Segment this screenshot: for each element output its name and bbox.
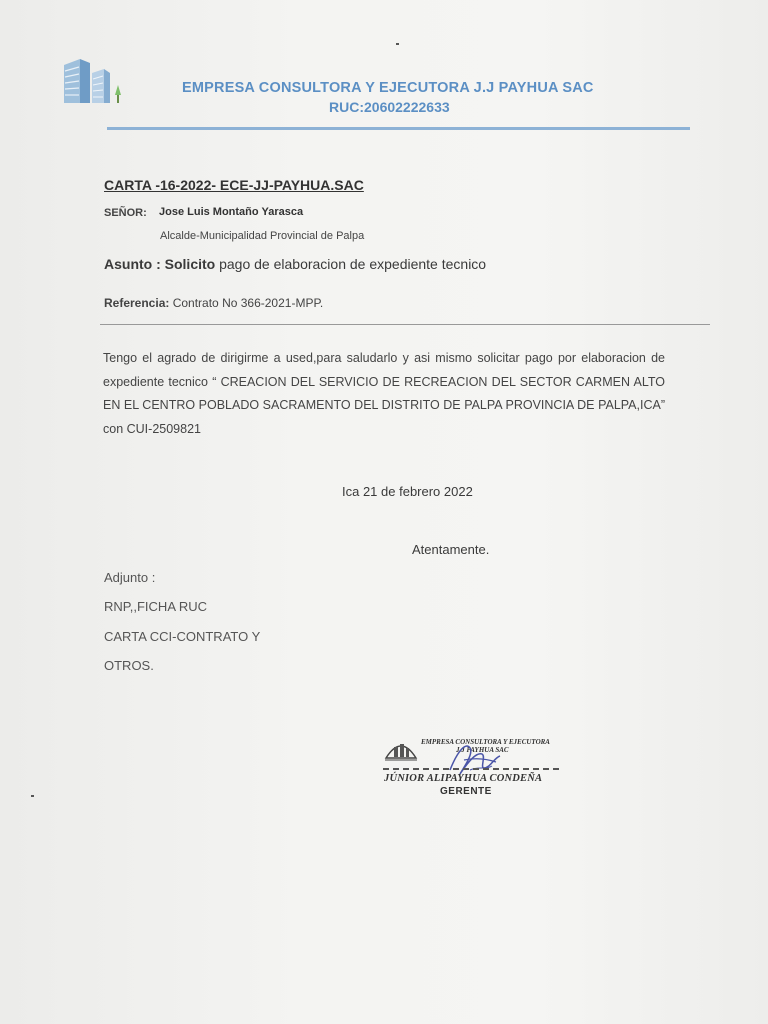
recipient-name: Jose Luis Montaño Yarasca [159, 206, 304, 218]
company-name: EMPRESA CONSULTORA Y EJECUTORA J.J PAYHUA SAC [182, 80, 594, 96]
reference-line [104, 296, 323, 310]
paper-speck [31, 795, 34, 797]
letter-date: Ica 21 de febrero 2022 [342, 484, 473, 499]
letter-reference-number: CARTA -16-2022- ECE-JJ-PAYHUA.SAC [104, 177, 364, 193]
reference-label: Referencia: [104, 296, 170, 310]
subject-line [104, 256, 486, 272]
attachment-item: OTROS. [104, 658, 154, 673]
attachment-item: RNP,,FICHA RUC [104, 599, 208, 614]
recipient-label: SEÑOR: [104, 207, 147, 219]
letter-body: Tengo el agrado de dirigirme a used,para saludarlo y asi mismo solicitar pago por elaboracion de expediente tecnico “ CREACION DEL SERVICIO DE RECREACION DEL SECTOR CARMEN ALTO EN EL CENTRO POBLADO SACRAMENTO DEL DISTRITO DE PALPA PROVINCIA DE PALPA,ICA” con CUI-2509821 [103, 351, 665, 436]
signer-role: GERENTE [440, 786, 492, 797]
header-divider [107, 127, 690, 130]
building-logo-icon [60, 55, 124, 107]
company-ruc: RUC:20602222633 [329, 99, 450, 115]
stamp-emblem-icon [383, 736, 419, 764]
recipient-title: Alcalde-Municipalidad Provincial de Palpa [160, 230, 365, 242]
section-divider [100, 324, 710, 325]
reference-text: Contrato No 366-2021-MPP. [169, 296, 324, 310]
subject-text: pago de elaboracion de expediente tecnico [215, 256, 487, 272]
signer-name: JÚNIOR ALIPAYHUA CONDEÑA [384, 773, 543, 784]
stamp-company-line1: EMPRESA CONSULTORA Y EJECUTORA [421, 738, 550, 746]
paper-speck [396, 43, 399, 45]
subject-label: Asunto : Solicito [104, 256, 216, 272]
closing: Atentamente. [412, 542, 490, 557]
attachments-label: Adjunto : [104, 570, 156, 585]
signature-line [383, 768, 559, 770]
stamp-company-line2: J.J PAYHUA SAC [456, 746, 509, 754]
attachment-item: CARTA CCI-CONTRATO Y [104, 629, 261, 644]
